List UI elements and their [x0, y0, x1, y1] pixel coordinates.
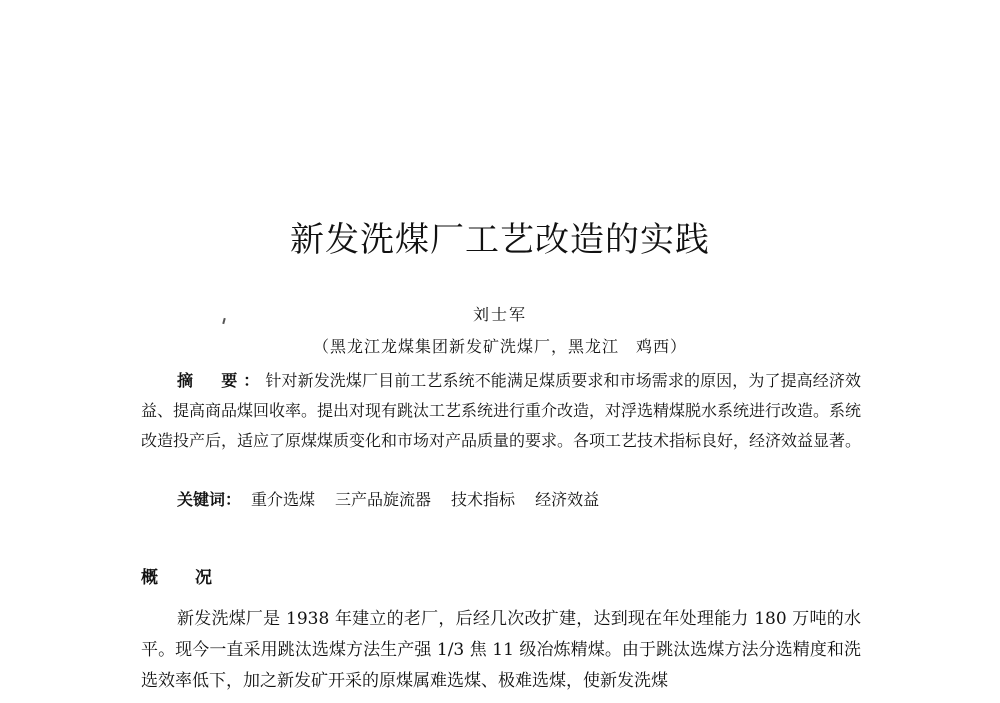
keyword-item: 重介选煤	[251, 490, 316, 509]
paper-title: 新发洗煤厂工艺改造的实践	[290, 220, 710, 260]
keywords-line	[177, 487, 609, 510]
keyword-item: 三产品旋流器	[335, 490, 432, 509]
author-name: 刘士军	[472, 305, 527, 324]
author-affiliation: （黑龙江龙煤集团新发矿洗煤厂，黑龙江 鸡西）	[312, 337, 687, 356]
abstract-label: 摘 要：	[177, 371, 266, 390]
keyword-item: 经济效益	[535, 490, 600, 509]
body-paragraph: 新发洗煤厂是 1938 年建立的老厂，后经几次改扩建，达到现在年处理能力 180 万吨的水平。现今一直采用跳汰选煤方法生产强 1/3 焦 11 级冶炼精煤。由于跳汰选煤方法分选精度和洗选效率低下，加之新发矿开采的原煤属难选煤、极难选煤，使新发洗煤	[141, 609, 861, 691]
keyword-item: 技术指标	[451, 490, 516, 509]
keywords-label: 关键词：	[177, 490, 242, 509]
abstract-text: 针对新发洗煤厂目前工艺系统不能满足煤质要求和市场需求的原因，为了提高经济效益、提高商品煤回收率。提出对现有跳汰工艺系统进行重介改造，对浮选精煤脱水系统进行改造。系统改造投产后，适应了原煤煤质变化和市场对产品质量的要求。各项工艺技术指标良好，经济效益显著。	[141, 371, 862, 450]
abstract-block	[141, 366, 861, 456]
body-text	[141, 604, 861, 697]
abstract-paragraph	[141, 366, 861, 456]
section-heading: 概 况	[141, 568, 222, 588]
